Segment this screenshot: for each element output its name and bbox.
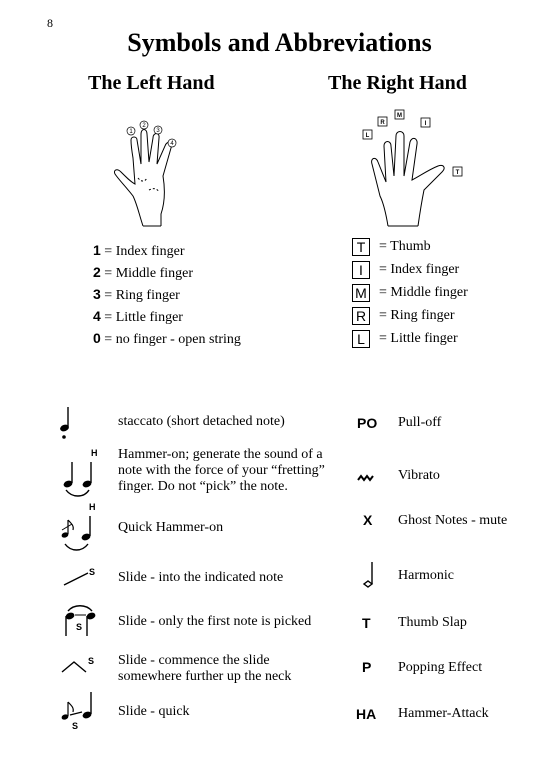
right-finger-item bbox=[352, 327, 468, 350]
hammer-on-line: Hammer-on; generate the sound of a bbox=[118, 447, 323, 462]
abbreviation-code: HA bbox=[356, 706, 377, 722]
slide-first-picked-description: Slide - only the first note is picked bbox=[118, 614, 312, 629]
abbreviation-code: T bbox=[362, 615, 371, 631]
finger-description: = no finger - open string bbox=[104, 332, 241, 347]
page-number: 8 bbox=[47, 16, 53, 30]
finger-letter-box: M bbox=[352, 284, 370, 302]
right-finger-item bbox=[352, 304, 468, 327]
finger-description: = Ring finger bbox=[379, 308, 455, 323]
abbreviation-description: Hammer-Attack bbox=[398, 706, 489, 721]
finger-description: = Ring finger bbox=[104, 288, 180, 303]
finger-letter-box: I bbox=[352, 261, 370, 279]
abbreviation-description: Vibrato bbox=[398, 468, 440, 483]
vibrato-icon bbox=[357, 473, 375, 483]
abbreviation-code: PO bbox=[357, 415, 378, 431]
finger-description: = Middle finger bbox=[379, 285, 468, 300]
slide-into-description: Slide - into the indicated note bbox=[118, 570, 284, 585]
hammer-on-description bbox=[118, 447, 340, 495]
slide-first-picked-icon bbox=[58, 603, 106, 639]
slide-quick-description: Slide - quick bbox=[118, 704, 190, 719]
right-hand-label: L bbox=[365, 133, 370, 139]
right-hand-illustration bbox=[358, 106, 468, 228]
right-finger-item bbox=[352, 235, 468, 258]
finger-number: 4 bbox=[93, 308, 101, 324]
finger-letter-box: R bbox=[352, 307, 370, 325]
left-hand-label: 1 bbox=[129, 129, 133, 135]
finger-number: 1 bbox=[93, 242, 101, 258]
right-hand-label: I bbox=[424, 121, 427, 127]
abbreviation-description: Harmonic bbox=[398, 568, 454, 583]
slide-mark: S bbox=[72, 721, 79, 731]
right-hand-heading: The Right Hand bbox=[328, 72, 467, 94]
left-finger-item bbox=[93, 305, 241, 327]
slide-commence-description bbox=[118, 653, 291, 685]
finger-number: 3 bbox=[93, 286, 101, 302]
left-hand-label: 4 bbox=[170, 141, 174, 147]
left-hand-label: 2 bbox=[142, 123, 146, 129]
right-hand-label: T bbox=[455, 170, 460, 176]
slide-commence-line: somewhere further up the neck bbox=[118, 669, 292, 684]
staccato-description: staccato (short detached note) bbox=[118, 414, 285, 429]
right-hand-legend bbox=[352, 235, 468, 350]
staccato-note-icon bbox=[56, 405, 76, 441]
slide-commence-icon bbox=[60, 654, 106, 676]
right-hand-label: R bbox=[380, 120, 385, 126]
finger-letter-box: T bbox=[352, 238, 370, 256]
finger-letter-box: L bbox=[352, 330, 370, 348]
slide-quick-icon bbox=[54, 690, 104, 732]
slide-mark: S bbox=[89, 567, 96, 577]
slide-into-icon bbox=[62, 565, 106, 587]
quick-hammer-mark: H bbox=[89, 502, 96, 512]
abbreviation-description: Pull-off bbox=[398, 415, 442, 430]
quick-hammer-on-description: Quick Hammer-on bbox=[118, 520, 224, 535]
finger-number: 0 bbox=[93, 330, 101, 346]
page-title: Symbols and Abbreviations bbox=[127, 28, 432, 57]
abbreviation-description: Popping Effect bbox=[398, 660, 483, 675]
left-finger-item bbox=[93, 327, 241, 349]
right-finger-item bbox=[352, 258, 468, 281]
left-finger-item bbox=[93, 239, 241, 261]
harmonic-note-icon bbox=[360, 560, 378, 590]
hammer-on-line: note with the force of your “fretting” bbox=[118, 463, 325, 478]
finger-description: = Thumb bbox=[379, 239, 431, 254]
abbreviation-code: P bbox=[362, 659, 372, 675]
abbreviation-description: Thumb Slap bbox=[398, 615, 467, 630]
abbreviation-code: X bbox=[363, 512, 373, 528]
left-hand-legend bbox=[93, 239, 241, 349]
hammer-on-icon bbox=[58, 446, 108, 498]
finger-description: = Little finger bbox=[379, 331, 458, 346]
slide-mark: S bbox=[76, 622, 83, 632]
left-hand-illustration bbox=[105, 118, 200, 228]
quick-hammer-on-icon bbox=[56, 500, 106, 556]
right-hand-label: M bbox=[397, 113, 402, 119]
left-hand-label: 3 bbox=[156, 128, 160, 134]
finger-description: = Index finger bbox=[104, 244, 185, 259]
left-finger-item bbox=[93, 283, 241, 305]
hammer-on-line: finger. Do not “pick” the note. bbox=[118, 479, 288, 494]
finger-description: = Little finger bbox=[104, 310, 183, 325]
left-finger-item bbox=[93, 261, 241, 283]
abbreviation-description: Ghost Notes - mute bbox=[398, 513, 508, 528]
right-finger-item bbox=[352, 281, 468, 304]
finger-description: = Middle finger bbox=[104, 266, 194, 281]
hammer-mark: H bbox=[91, 448, 98, 458]
left-hand-heading: The Left Hand bbox=[88, 72, 215, 94]
finger-number: 2 bbox=[93, 264, 101, 280]
slide-commence-line: Slide - commence the slide bbox=[118, 653, 270, 668]
finger-description: = Index finger bbox=[379, 262, 460, 277]
slide-mark: S bbox=[88, 656, 95, 666]
